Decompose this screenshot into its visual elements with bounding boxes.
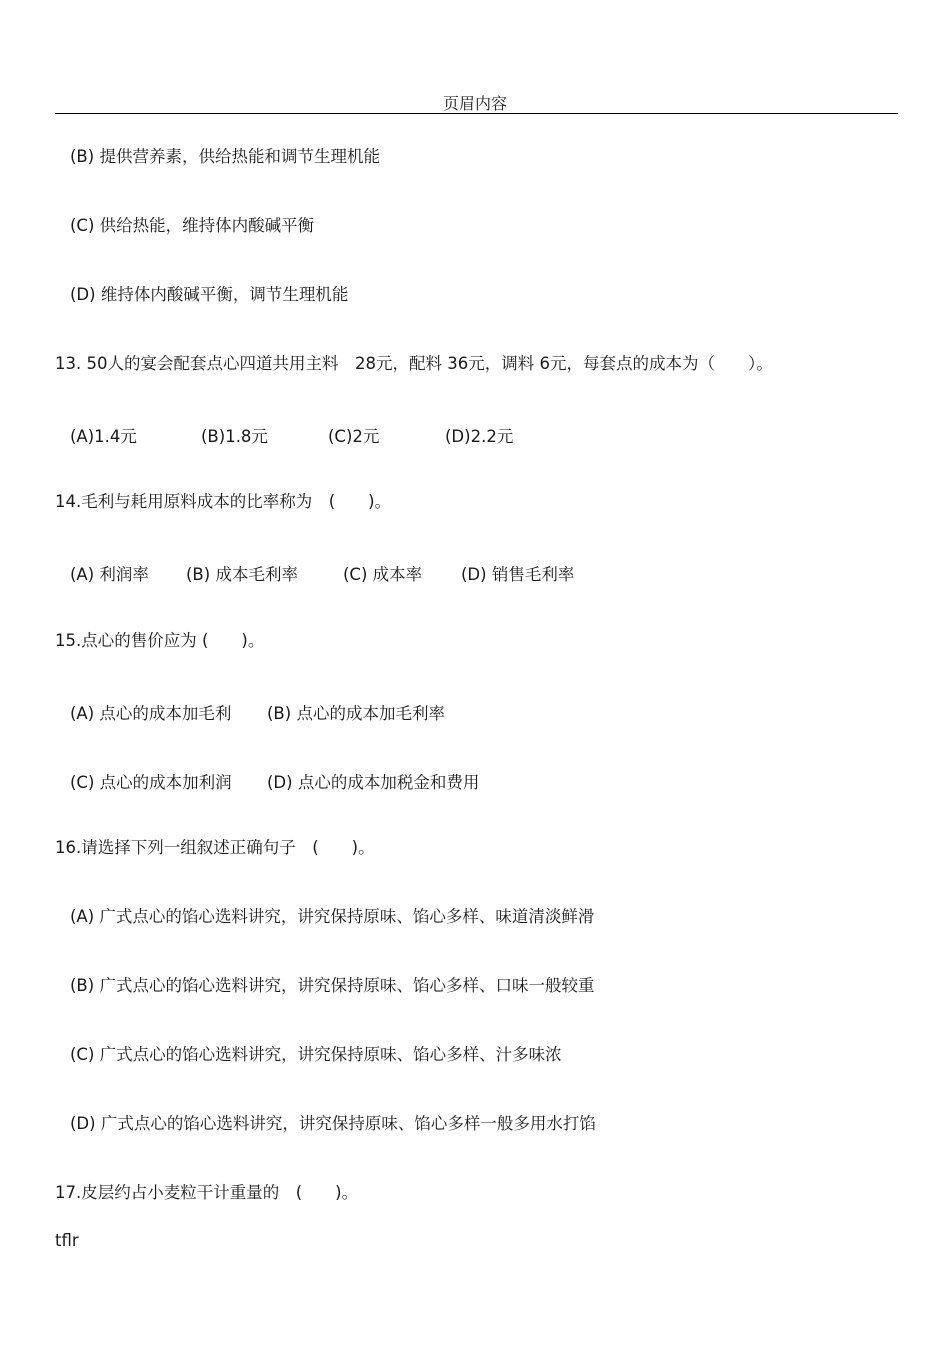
q13-stem: 13. 50人的宴会配套点心四道共用主料 28元，配料 36元，调料 6元，每套点的成本为（ ）。 — [55, 354, 773, 373]
q17-stem: 17.皮层约占小麦粒干计重量的 ( )。 — [55, 1183, 359, 1202]
q15-stem: 15.点心的售价应为 ( )。 — [55, 631, 265, 650]
q13-option-c: (C)2元 — [328, 427, 380, 446]
q16-stem: 16.请选择下列一组叙述正确句子 ( )。 — [55, 838, 375, 857]
q16-option-c: (C) 广式点心的馅心选料讲究，讲究保持原味、馅心多样、汁多味浓 — [70, 1045, 562, 1064]
q15-option-d: (D) 点心的成本加税金和费用 — [267, 773, 480, 792]
q14-stem: 14.毛利与耗用原料成本的比率称为 ( )。 — [55, 492, 392, 511]
q13-option-b: (B)1.8元 — [201, 427, 268, 446]
q15-option-c: (C) 点心的成本加利润 — [70, 773, 232, 792]
q13-option-a: (A)1.4元 — [70, 427, 137, 446]
q16-option-b: (B) 广式点心的馅心选料讲究，讲究保持原味、馅心多样、口味一般较重 — [70, 976, 595, 995]
footer-text: tflr — [55, 1231, 79, 1250]
page-header-title: 页眉内容 — [442, 94, 507, 113]
q14-option-c: (C) 成本率 — [343, 565, 423, 584]
q12-option-d: (D) 维持体内酸碱平衡，调节生理机能 — [70, 285, 349, 304]
q14-option-a: (A) 利润率 — [70, 565, 149, 584]
q16-option-a: (A) 广式点心的馅心选料讲究，讲究保持原味、馅心多样、味道清淡鲜滑 — [70, 907, 595, 926]
q12-option-c: (C) 供给热能，维持体内酸碱平衡 — [70, 216, 315, 235]
q14-option-d: (D) 销售毛利率 — [461, 565, 575, 584]
q14-option-b: (B) 成本毛利率 — [186, 565, 298, 584]
q15-option-a: (A) 点心的成本加毛利 — [70, 704, 232, 723]
q15-option-b: (B) 点心的成本加毛利率 — [267, 704, 445, 723]
q12-option-b: (B) 提供营养素，供给热能和调节生理机能 — [70, 147, 380, 166]
q16-option-d: (D) 广式点心的馅心选料讲究，讲究保持原味、馅心多样一般多用水打馅 — [70, 1114, 596, 1133]
q13-option-d: (D)2.2元 — [445, 427, 514, 446]
header-rule — [55, 113, 898, 114]
